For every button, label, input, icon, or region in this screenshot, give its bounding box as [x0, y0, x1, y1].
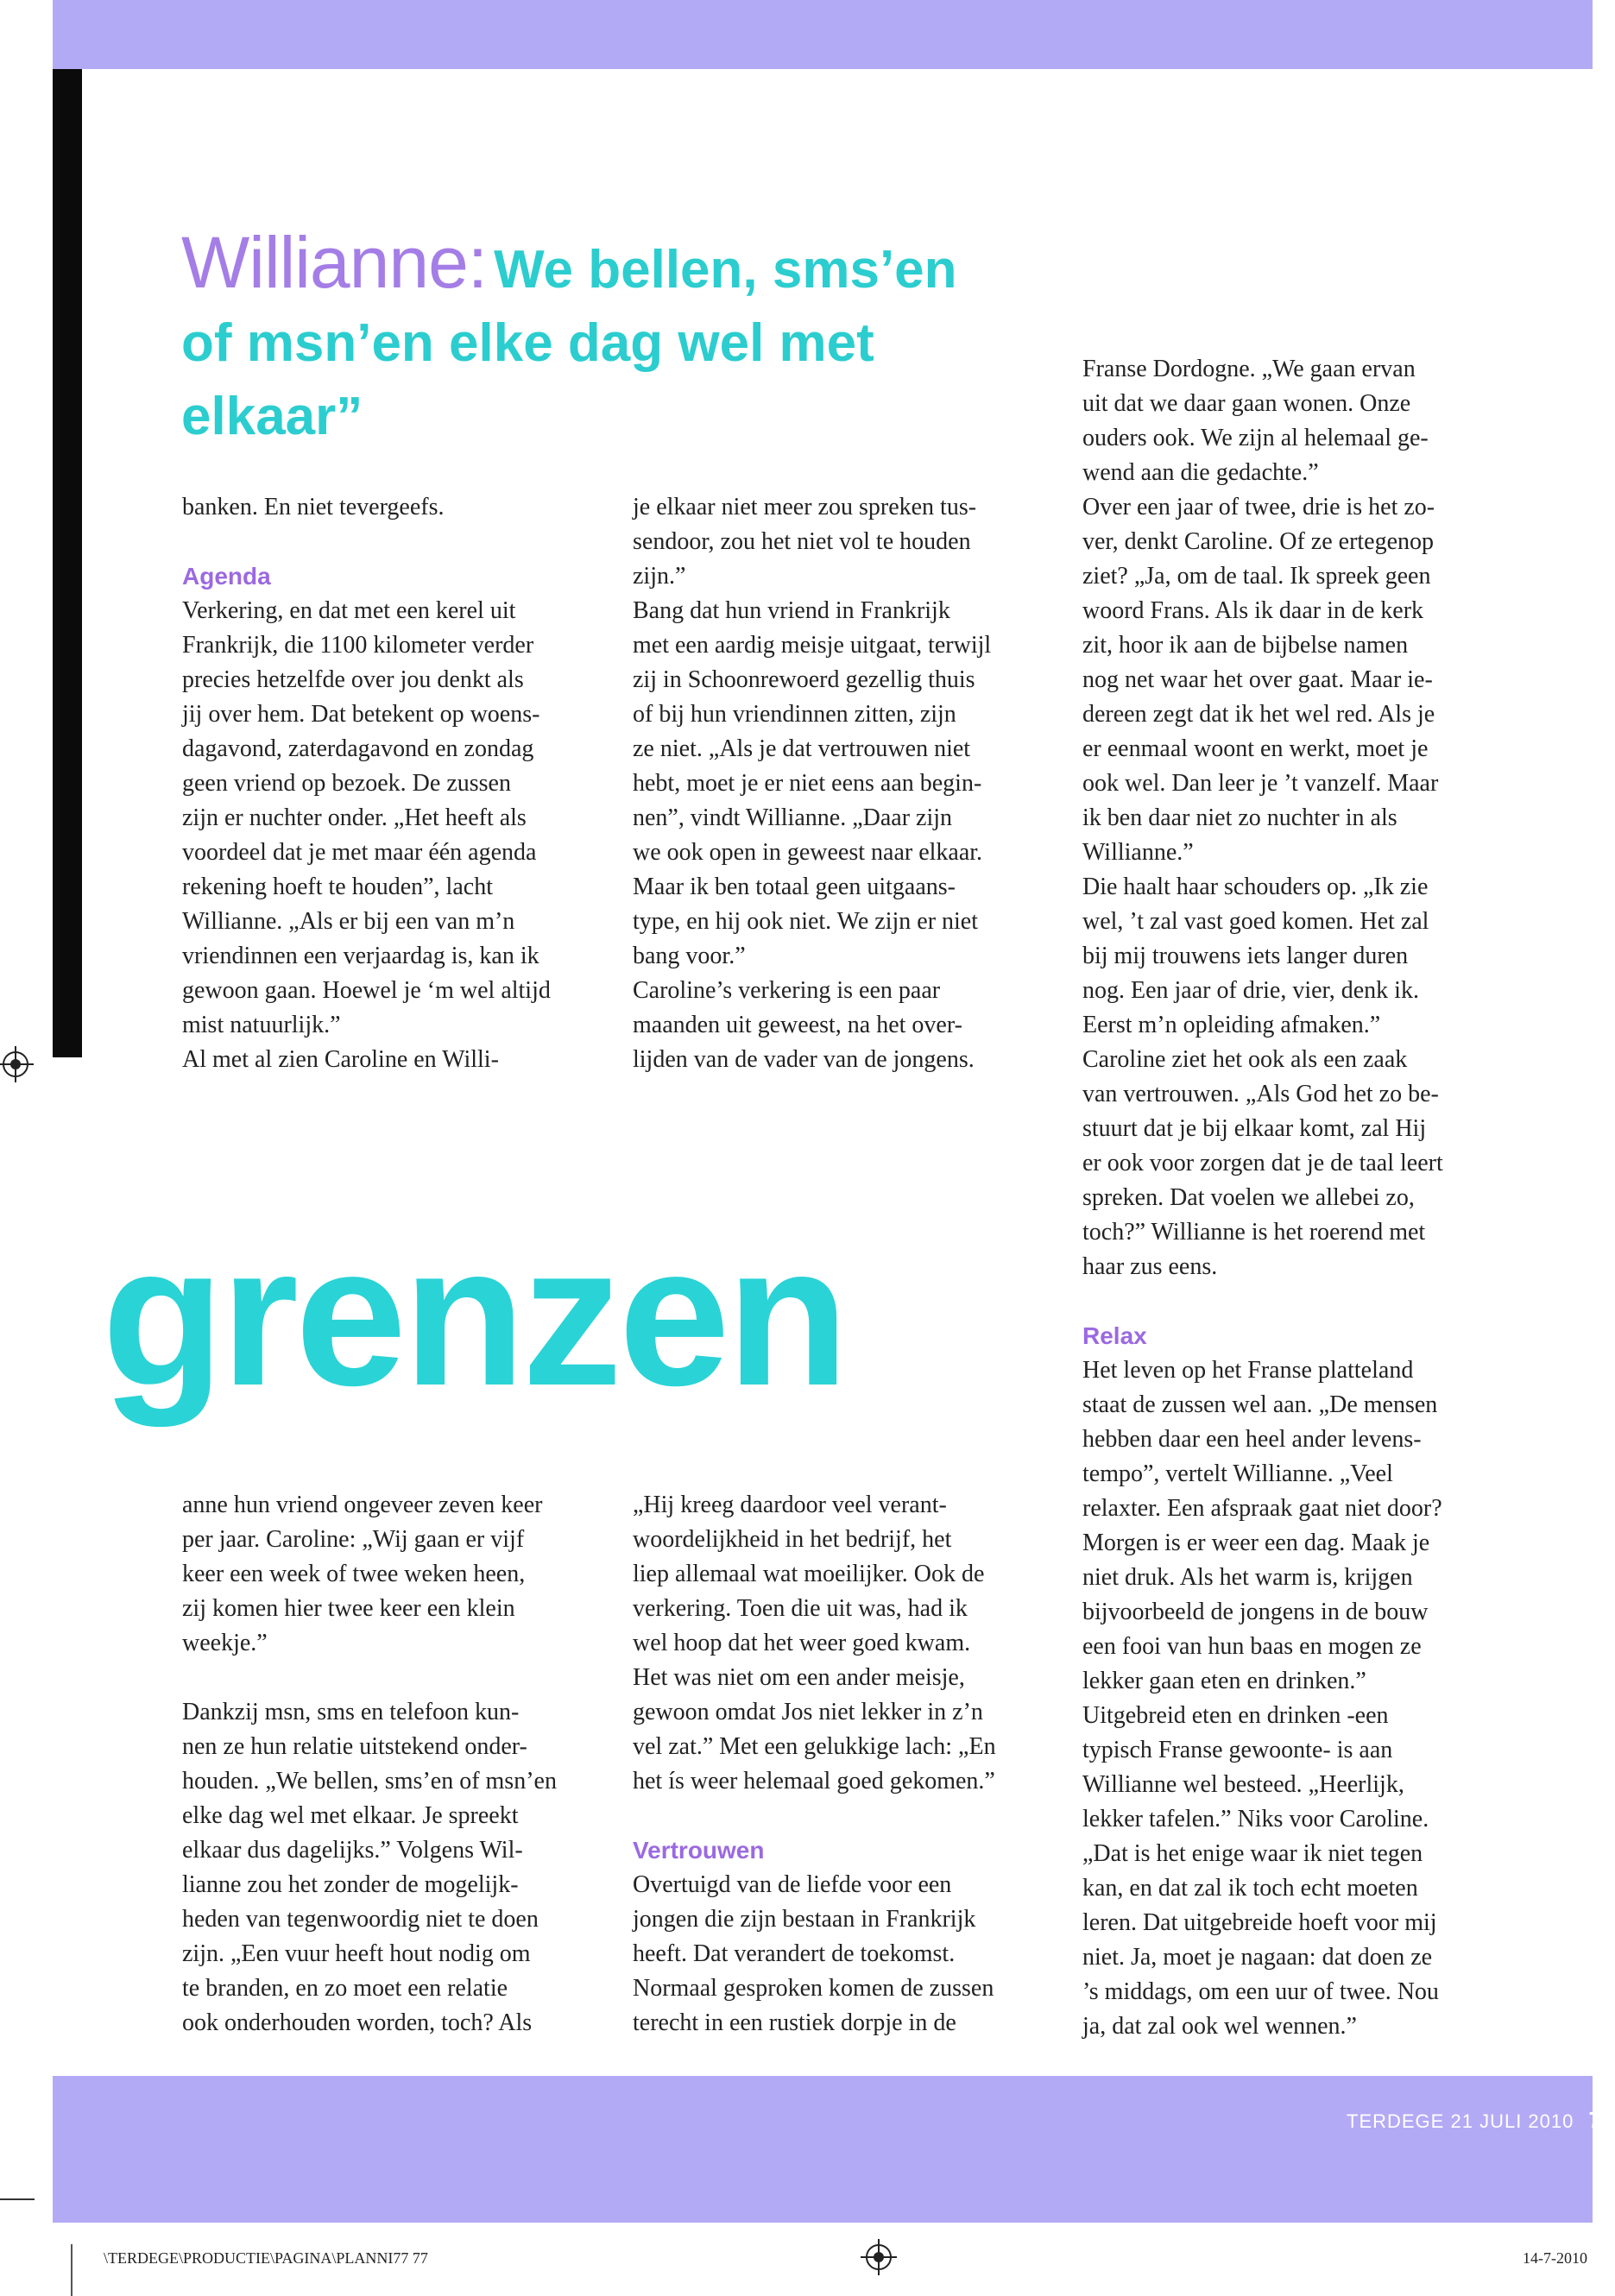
page-footer	[1347, 2107, 1615, 2135]
paragraph-line: elkaar dus dagelijks.” Volgens Wil-	[182, 1837, 523, 1864]
column-1-top	[182, 490, 622, 1077]
paragraph-line: nog. Een jaar of drie, vier, denk ik.	[1082, 977, 1419, 1004]
subheading-relax: Relax	[1082, 1322, 1147, 1349]
paragraph-line: Bang dat hun vriend in Frankrijk	[633, 597, 950, 624]
paragraph-line: ja, dat zal ook wel wennen.”	[1082, 2013, 1357, 2040]
column-1-bottom	[182, 1488, 622, 2041]
headline-quote: We bellen, sms’en of msn’en elke dag wel met elkaar”	[181, 240, 957, 446]
paragraph-line: Franse Dordogne. „We gaan ervan	[1082, 356, 1416, 382]
paragraph-line: met een aardig meisje uitgaat, terwijl	[633, 632, 992, 659]
paragraph-line: ik ben daar niet zo nuchter in als	[1082, 804, 1397, 831]
paragraph-line: wend aan die gedachte.”	[1082, 459, 1319, 486]
paragraph-line: keer een week of twee weken heen,	[182, 1561, 526, 1587]
paragraph-line: jongen die zijn bestaan in Frankrijk	[633, 1906, 976, 1933]
paragraph-line: zijn.”	[633, 563, 686, 590]
print-slug-date: 14-7-2010	[1523, 2249, 1587, 2267]
paragraph-line: van vertrouwen. „Als God het zo be-	[1082, 1081, 1439, 1107]
paragraph-line: zijn. „Een vuur heeft hout nodig om	[182, 1940, 531, 1967]
paragraph-line: liep allemaal wat moeilijker. Ook de	[633, 1561, 985, 1587]
paragraph-line: woordelijkheid in het bedrijf, het	[633, 1526, 952, 1553]
paragraph-line: een fooi van hun baas en mogen ze	[1082, 1633, 1422, 1660]
paragraph-line: Verkering, en dat met een kerel uit	[182, 597, 516, 624]
paragraph-line: relaxter. Een afspraak gaat niet door?	[1082, 1495, 1442, 1522]
paragraph-line: maanden uit geweest, na het over-	[633, 1012, 962, 1038]
paragraph-line: er eenmaal woont en werkt, moet je	[1082, 735, 1429, 762]
paragraph-line: zij in Schoonrewoerd gezellig thuis	[633, 666, 975, 693]
paragraph-line: gewoon omdat Jos niet lekker in z’n	[633, 1699, 983, 1725]
paragraph-line: per jaar. Caroline: „Wij gaan er vijf	[182, 1526, 525, 1553]
paragraph-line: het ís weer helemaal goed gekomen.”	[633, 1768, 995, 1795]
paragraph-line: Willianne wel besteed. „Heerlijk,	[1082, 1771, 1404, 1798]
paragraph-line: Die haalt haar schouders op. „Ik zie	[1082, 874, 1429, 900]
paragraph-line: Eerst m’n opleiding afmaken.”	[1082, 1012, 1381, 1038]
left-black-bar	[53, 69, 82, 1057]
paragraph-line: lekker gaan eten en drinken.”	[1082, 1668, 1366, 1694]
paragraph-line: precies hetzelfde over jou denkt als	[182, 666, 524, 693]
paragraph-line: ver, denkt Caroline. Of ze ertegenop	[1082, 528, 1435, 555]
paragraph-line: heeft. Dat verandert de toekomst.	[633, 1940, 956, 1967]
paragraph-line: niet druk. Als het warm is, krijgen	[1082, 1564, 1413, 1591]
paragraph-line: Normaal gesproken komen de zussen	[633, 1975, 994, 2002]
paragraph-line: „Dat is het enige waar ik niet tegen	[1082, 1840, 1423, 1867]
paragraph-line: Caroline ziet het ook als een zaak	[1082, 1046, 1408, 1073]
paragraph-line: Willianne. „Als er bij een van m’n	[182, 908, 515, 935]
paragraph-line: terecht in een rustiek dorpje in de	[633, 2009, 956, 2036]
paragraph-line: woord Frans. Als ik daar in de kerk	[1082, 597, 1424, 624]
footer-magazine: TERDEGE	[1347, 2110, 1445, 2132]
subheading-vertrouwen: Vertrouwen	[633, 1837, 765, 1864]
paragraph-line: Frankrijk, die 1100 kilometer verder	[182, 632, 534, 659]
column-3	[1082, 352, 1540, 2044]
paragraph-line: Overtuigd van de liefde voor een	[633, 1871, 952, 1898]
paragraph-line: lijden van de vader van de jongens.	[633, 1046, 975, 1073]
paragraph-line: we ook open in geweest naar elkaar.	[633, 839, 983, 866]
paragraph-line: bijvoorbeeld de jongens in de bouw	[1082, 1599, 1429, 1625]
paragraph-line: ook wel. Dan leer je ’t vanzelf. Maar	[1082, 770, 1439, 797]
paragraph-line: ouders ook. We zijn al helemaal ge-	[1082, 425, 1429, 451]
paragraph-line: rekening hoeft te houden”, lacht	[182, 874, 493, 900]
paragraph-line: dagavond, zaterdagavond en zondag	[182, 735, 534, 762]
paragraph-line: Maar ik ben totaal geen uitgaans-	[633, 874, 956, 900]
paragraph-line: vriendinnen een verjaardag is, kan ik	[182, 943, 539, 969]
paragraph-line: mist natuurlijk.”	[182, 1012, 341, 1038]
paragraph-line: heden van tegenwoordig niet te doen	[182, 1906, 539, 1933]
registration-mark-icon	[866, 2244, 892, 2270]
bottom-color-band	[53, 2076, 1593, 2223]
paragraph-line: hebt, moet je er niet eens aan begin-	[633, 770, 982, 797]
paragraph-line: houden. „We bellen, sms’en of msn’en	[182, 1768, 557, 1795]
paragraph-line: stuurt dat je bij elkaar komt, zal Hij	[1082, 1115, 1427, 1142]
paragraph-line: sendoor, zou het niet vol te houden	[633, 528, 971, 555]
crop-mark	[0, 2198, 35, 2200]
paragraph-line: anne hun vriend ongeveer zeven keer	[182, 1492, 543, 1518]
paragraph-line: zit, hoor ik aan de bijbelse namen	[1082, 632, 1409, 659]
paragraph-line: wel hoop dat het weer goed kwam.	[633, 1630, 971, 1656]
paragraph-line: tempo”, vertelt Willianne. „Veel	[1082, 1460, 1393, 1487]
paragraph-line: lekker tafelen.” Niks voor Caroline.	[1082, 1806, 1429, 1832]
paragraph-line: geen vriend op bezoek. De zussen	[182, 770, 511, 797]
paragraph-line: banken. En niet tevergeefs.	[182, 494, 445, 520]
paragraph-line: zij komen hier twee keer een klein	[182, 1595, 515, 1622]
headline	[181, 222, 958, 457]
paragraph-line: Al met al zien Caroline en Willi-	[182, 1046, 499, 1073]
paragraph-line: type, en hij ook niet. We zijn er niet	[633, 908, 979, 935]
paragraph-line: te branden, en zo moet een relatie	[182, 1975, 508, 2002]
headline-name: Willianne:	[181, 222, 488, 303]
paragraph-line: Caroline’s verkering is een paar	[633, 977, 941, 1004]
paragraph-line: nen ze hun relatie uitstekend onder-	[182, 1733, 527, 1760]
paragraph-line: typisch Franse gewoonte- is aan	[1082, 1737, 1393, 1763]
paragraph-line: wel, ’t zal vast goed komen. Het zal	[1082, 908, 1429, 935]
paragraph-line: verkering. Toen die uit was, had ik	[633, 1595, 968, 1622]
paragraph-line: voordeel dat je met maar één agenda	[182, 839, 537, 866]
column-2-top	[633, 490, 1073, 1077]
paragraph-line: er ook voor zorgen dat je de taal leert	[1082, 1150, 1443, 1176]
column-2-bottom	[633, 1488, 1073, 2041]
paragraph-line: Willianne.”	[1082, 839, 1194, 866]
paragraph-line: vel zat.” Met een gelukkige lach: „En	[633, 1733, 996, 1760]
paragraph-line: Over een jaar of twee, drie is het zo-	[1082, 494, 1435, 520]
paragraph-line: nen”, vindt Willianne. „Daar zijn	[633, 804, 953, 831]
paragraph-line: Uitgebreid eten en drinken -een	[1082, 1702, 1389, 1729]
paragraph-line: dereen zegt dat ik het wel red. Als je	[1082, 701, 1435, 728]
paragraph-line: Het leven op het Franse platteland	[1082, 1357, 1414, 1384]
print-slug-path: \TERDEGE\PRODUCTIE\PAGINA\PLANNI77 77	[104, 2249, 428, 2267]
paragraph-line: je elkaar niet meer zou spreken tus-	[633, 494, 977, 520]
paragraph-line: bang voor.”	[633, 943, 746, 969]
paragraph-line: ook onderhouden worden, toch? Als	[182, 2009, 533, 2036]
paragraph-line: bij mij trouwens iets langer duren	[1082, 943, 1409, 969]
paragraph-line: niet. Ja, moet je nagaan: dat doen ze	[1082, 1944, 1433, 1971]
paragraph-line: toch?” Willianne is het roerend met	[1082, 1219, 1426, 1246]
paragraph-line: Morgen is er weer een dag. Maak je	[1082, 1530, 1430, 1556]
big-word-grenzen: grenzen	[102, 1204, 846, 1428]
crop-mark-vertical	[71, 2244, 73, 2296]
paragraph-line: ’s middags, om een uur of twee. Nou	[1082, 1978, 1439, 2005]
paragraph-line: weekje.”	[182, 1630, 268, 1656]
paragraph-line: of bij hun vriendinnen zitten, zijn	[633, 701, 956, 728]
paragraph-line: ze niet. „Als je dat vertrouwen niet	[633, 735, 971, 762]
registration-mark-icon	[3, 1051, 28, 1077]
paragraph-line: Dankzij msn, sms en telefoon kun-	[182, 1699, 520, 1725]
paragraph-line: elke dag wel met elkaar. Je spreekt	[182, 1802, 519, 1829]
paragraph-line: Het was niet om een ander meisje,	[633, 1664, 965, 1691]
paragraph-line: uit dat we daar gaan wonen. Onze	[1082, 390, 1411, 417]
footer-page-number: 77	[1588, 2107, 1615, 2133]
subheading-agenda: Agenda	[182, 563, 271, 590]
paragraph-line: leren. Dat uitgebreide hoeft voor mij	[1082, 1909, 1437, 1936]
paragraph-line: spreken. Dat voelen we allebei zo,	[1082, 1184, 1415, 1211]
footer-date: 21 JULI 2010	[1450, 2110, 1574, 2132]
paragraph-line: kan, en dat zal ik toch echt moeten	[1082, 1875, 1418, 1902]
paragraph-line: hebben daar een heel ander levens-	[1082, 1426, 1422, 1453]
paragraph-line: nog net waar het over gaat. Maar ie-	[1082, 666, 1433, 693]
paragraph-line: haar zus eens.	[1082, 1253, 1218, 1280]
paragraph-line: staat de zussen wel aan. „De mensen	[1082, 1391, 1438, 1418]
paragraph-line: zijn er nuchter onder. „Het heeft als	[182, 804, 527, 831]
top-color-band	[53, 0, 1593, 69]
paragraph-line: ziet? „Ja, om de taal. Ik spreek geen	[1082, 563, 1431, 590]
paragraph-line: gewoon gaan. Hoewel je ‘m wel altijd	[182, 977, 551, 1004]
paragraph-line: lianne zou het zonder de mogelijk-	[182, 1871, 519, 1898]
paragraph-line: „Hij kreeg daardoor veel verant-	[633, 1492, 947, 1518]
paragraph-line: jij over hem. Dat betekent op woens-	[182, 701, 540, 728]
